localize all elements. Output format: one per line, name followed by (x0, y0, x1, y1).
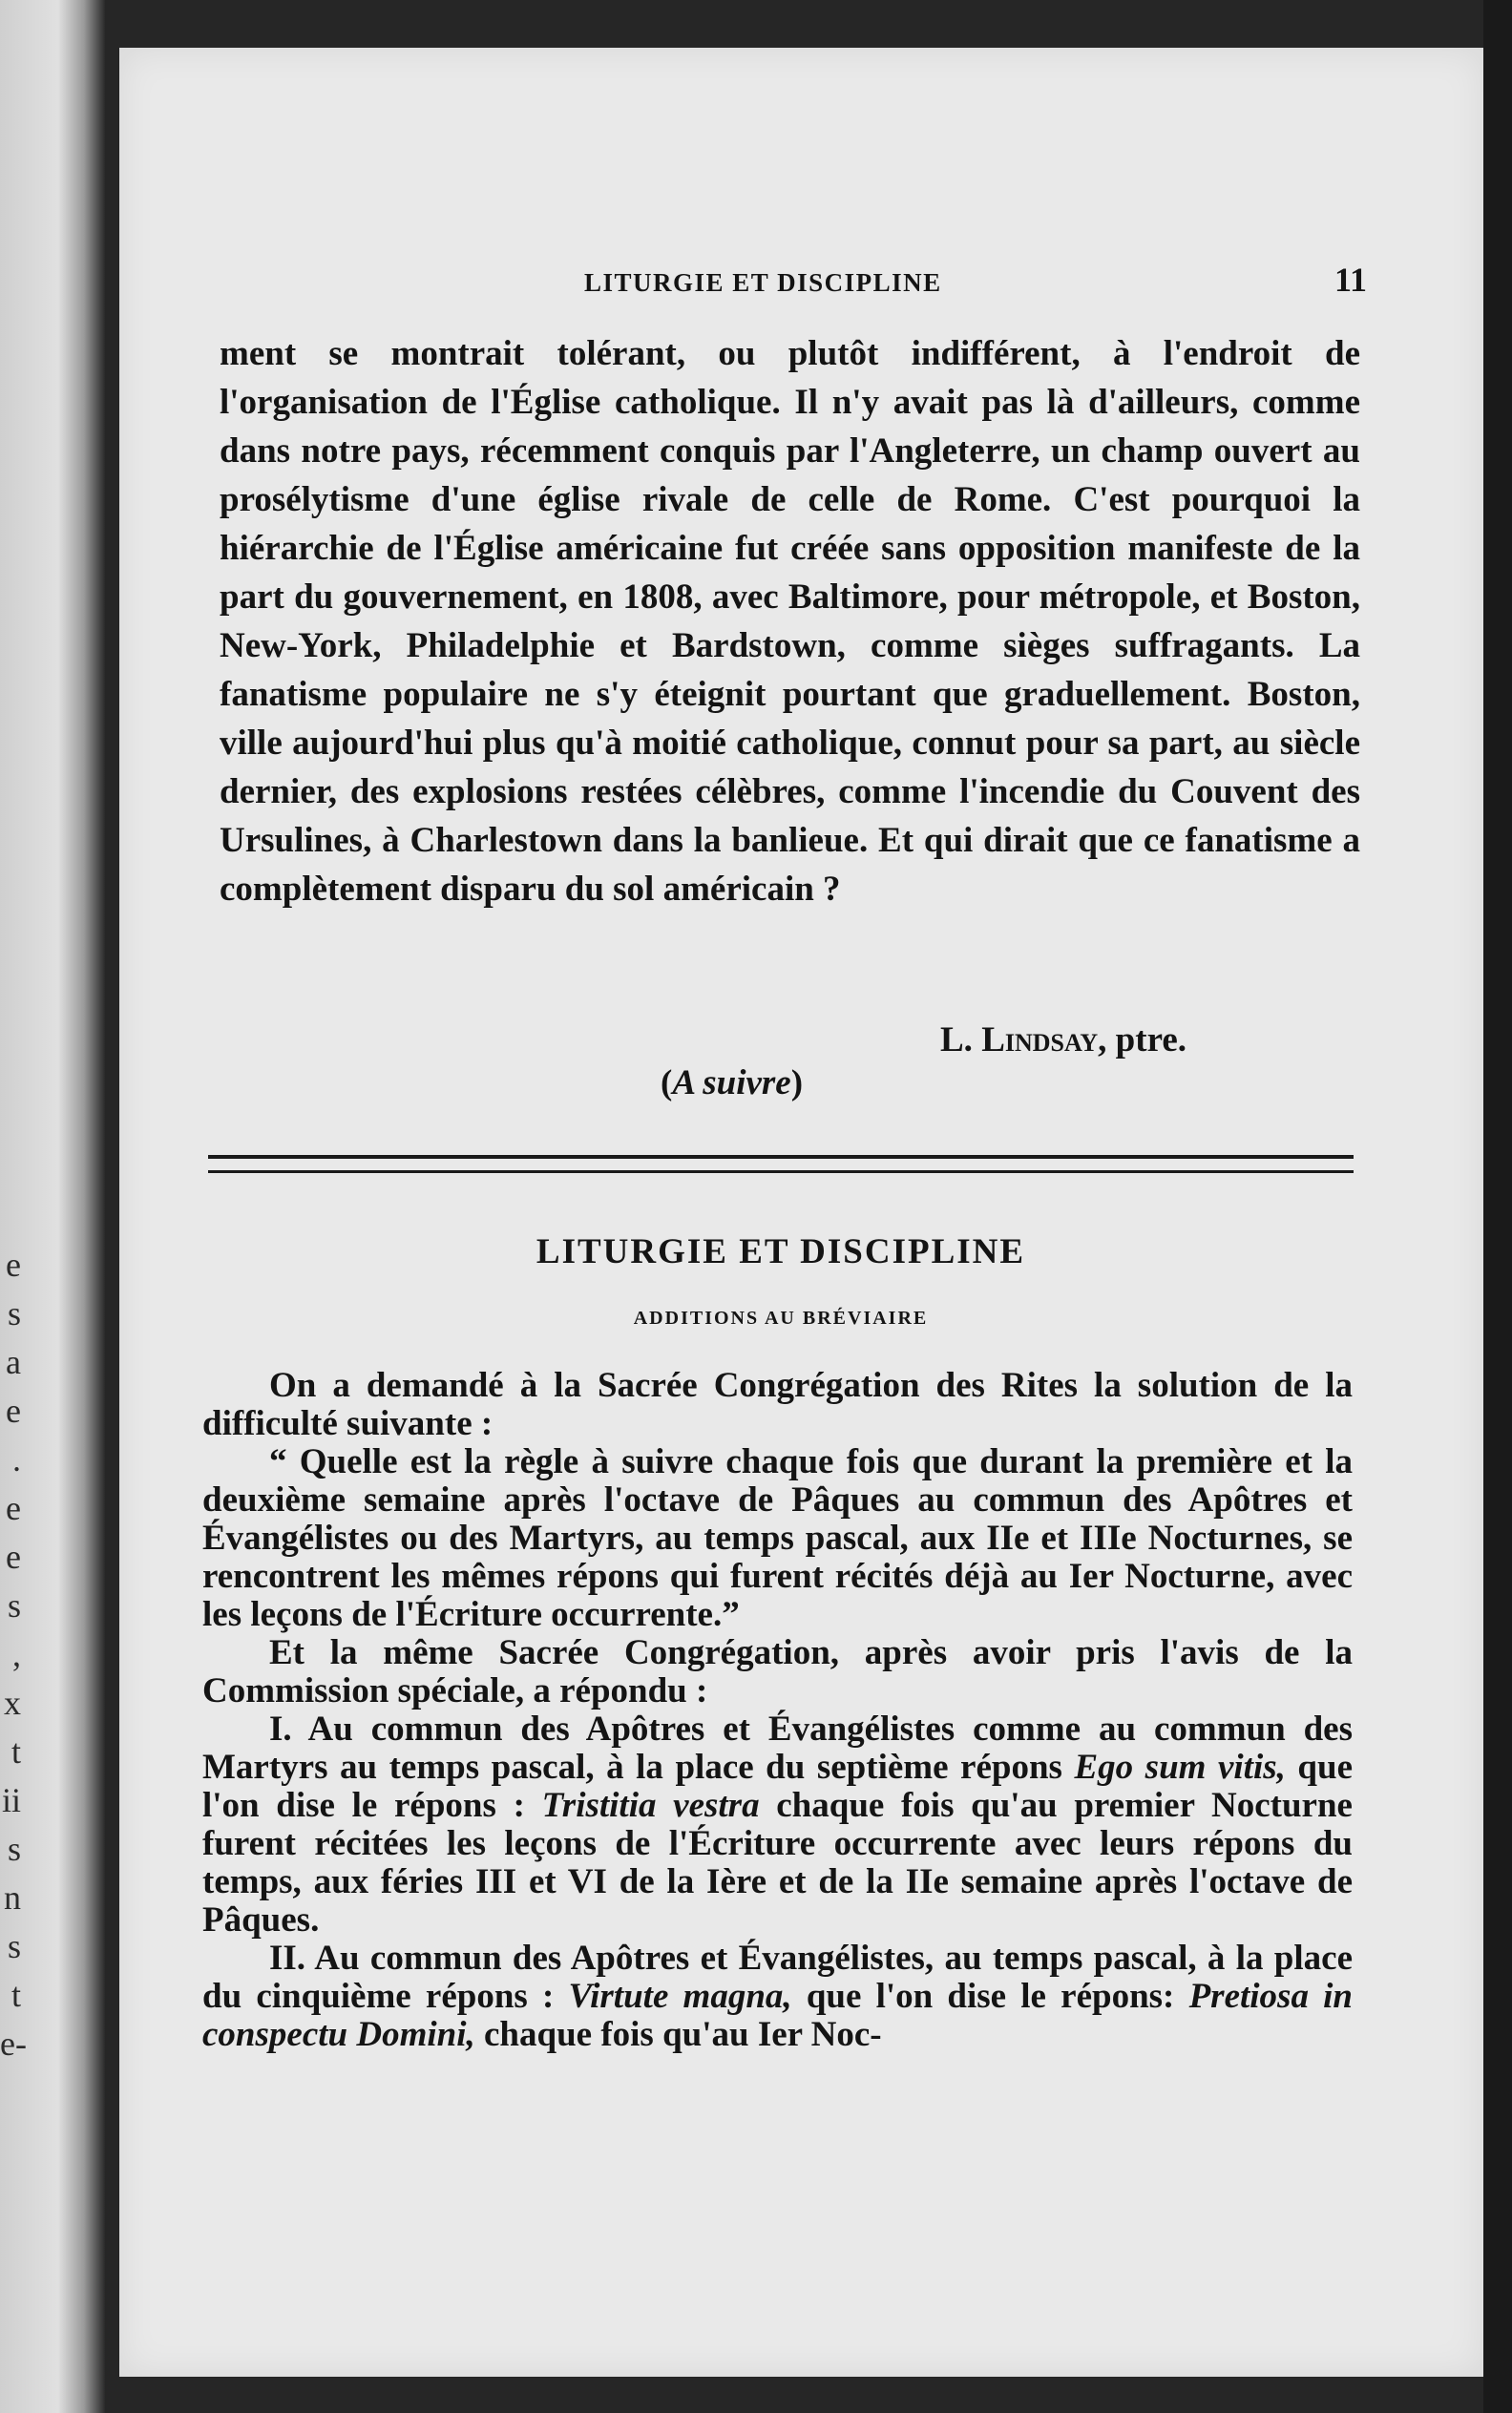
text-run: que l'on dise le répons: (791, 1977, 1189, 2016)
running-head (584, 260, 1376, 300)
text-run: I. Au commun des Apôtres et Évangélistes comme au commun des Martyrs au temps pascal, à la place du septième répons (202, 1710, 1353, 1787)
author-signature (940, 1019, 1186, 1060)
margin-letter: s (7, 1830, 21, 1868)
to-be-continued: (A suivre) (661, 1063, 804, 1102)
margin-letter: t (10, 1732, 21, 1771)
signature-initial: L. (940, 1020, 982, 1060)
margin-letter: e (6, 1489, 21, 1527)
paragraph-response-intro: Et la même Sacrée Congrégation, après avoir pris l'avis de la Commission spéciale, a répondu : (202, 1633, 1353, 1710)
text-run: II. Au commun des Apôtres et Évangélistes, au temps pascal, à la place du cinquième répons : (202, 1939, 1353, 2016)
section-body (202, 1367, 1353, 2054)
article-paragraph: ment se montrait tolérant, ou plutôt indifférent, à l'endroit de l'organisation de l'Église catholique. Il n'y avait pas là d'ailleurs, comme dans notre pays, récemment conquis par l'Angleterre, un champ ouvert au prosélytisme d'une église rivale de celle de Rome. C'est pourquoi la hiérarchie de l'Église américaine fut créée sans opposition manifeste de la part du gouvernement, en 1808, avec Baltimore, pour métropole, et Boston, New-York, Philadelphie et Bardstown, comme sièges suffragants. La fanatisme populaire ne s'y éteignit pourtant que graduellement. Boston, ville aujourd'hui plus qu'à moitié catholique, connut pour sa part, au siècle dernier, des explosions restées célèbres, comme l'incendie du Couvent des Ursulines, à Charlestown dans la banlieue. Et qui dirait que ce fanatisme a complètement disparu du sol américain ? (220, 334, 1360, 909)
paragraph-question-intro: On a demandé à la Sacrée Congrégation des Rites la solution de la difficulté suivante : (202, 1366, 1353, 1443)
scan-border (1483, 0, 1512, 2413)
paragraph-response-two (202, 1940, 1353, 2054)
margin-letter: t (10, 1976, 21, 2014)
page-number: 11 (1334, 261, 1367, 299)
margin-letter: e- (0, 2025, 27, 2063)
margin-letter: s (7, 1927, 21, 1965)
text-run: chaque fois qu'au premier Nocturne furent récitées les leçons de l'Écriture occurrente avec leurs répons du temps, aux féries III et VI de la Ière et de la IIe semaine après l'octave de Pâques. (202, 1786, 1353, 1940)
latin-text: Tristitia vestra (541, 1786, 760, 1825)
margin-letter: , (12, 1635, 21, 1673)
text-run: que l'on dise le répons : (202, 1748, 1353, 1825)
latin-text: Virtute magna, (568, 1977, 792, 2016)
signature-name: Lindsay (981, 1020, 1099, 1060)
margin-letter: . (12, 1440, 21, 1479)
running-head-title: LITURGIE ET DISCIPLINE (584, 268, 942, 297)
latin-text: Ego sum vitis, (1074, 1748, 1286, 1787)
article-continuation (220, 329, 1360, 913)
section-title: LITURGIE ET DISCIPLINE (536, 1232, 1026, 1271)
margin-letter: n (4, 1878, 21, 1917)
section-divider (208, 1155, 1354, 1173)
margin-letter: x (4, 1684, 21, 1722)
signature-title: , ptre. (1098, 1020, 1186, 1060)
latin-text: Pretiosa in conspectu Domini, (202, 1977, 1353, 2054)
facing-page-letters (0, 1241, 27, 2068)
margin-letter: ii (1, 1781, 21, 1819)
margin-letter: e (6, 1392, 21, 1430)
text-run: chaque fois qu'au Ier Noc- (474, 2015, 882, 2054)
margin-letter: s (7, 1294, 21, 1332)
margin-letter: e (6, 1246, 21, 1284)
paragraph-quoted-question: “ Quelle est la règle à suivre chaque fois que durant la première et la deuxième semaine après l'octave de Pâques au commun des Apôtres et Évangélistes ou des Martyrs, au temps pascal, aux IIe et IIIe Nocturnes, se rencontrent les mêmes répons qui furent récités déjà au Ier Nocturne, avec les leçons de l'Écriture occurrente.” (202, 1442, 1353, 1634)
section-subtitle: ADDITIONS AU BRÉVIAIRE (633, 1308, 929, 1329)
to-follow-text: A suivre (672, 1063, 791, 1102)
margin-letter: e (6, 1538, 21, 1576)
paragraph-response-one (202, 1710, 1353, 1940)
margin-letter: a (6, 1343, 21, 1381)
margin-letter: s (7, 1586, 21, 1625)
